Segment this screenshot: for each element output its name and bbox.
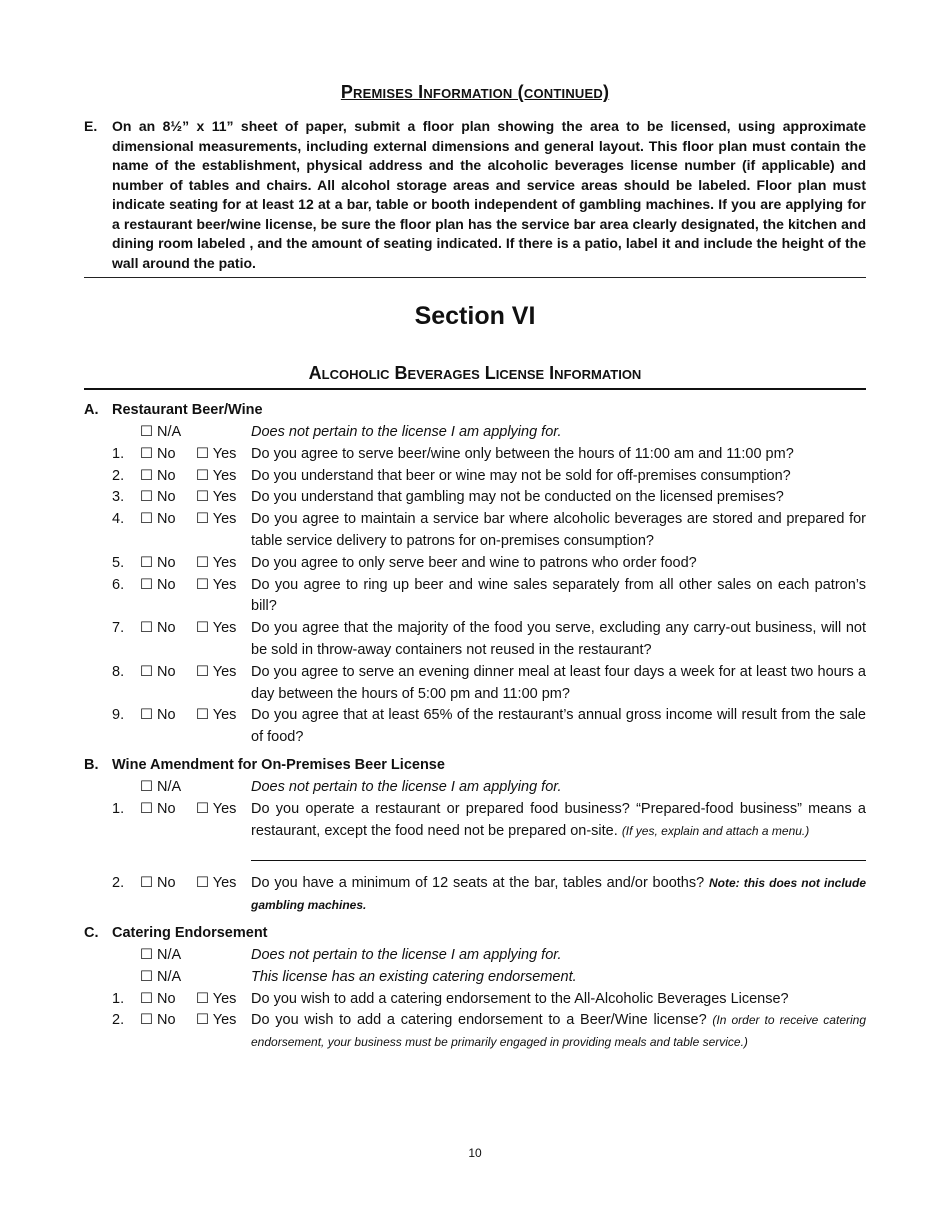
item-e-text: On an 8½” x 11” sheet of paper, submit a floor plan showing the area to be licensed, using approximate dimensional measurements, including external dimensions and general layout. This floor plan must contain the name of the establishment, physical address and the alcoholic beverages license number (if applicable) and number of tables and chairs. All alcohol storage areas and service areas should be labeled. Floor plan must indicate seating for at least 12 at a bar, table or booth independent of gambling machines. If you are applying for a restaurant beer/wine license, be sure the floor plan has the service bar area clearly designated, the kitchen and dining room labeled , and the amount of seating indicated. If there is a patio, label it and include the height of the wall around the patio. <box>112 118 866 271</box>
question-row <box>84 466 866 488</box>
question-text <box>251 873 866 917</box>
question-row <box>84 705 866 749</box>
question-text: Do you agree to serve an evening dinner meal at least four days a week for at least two hours a day between the hours of 5:00 pm and 11:00 pm? <box>251 663 866 702</box>
no-checkbox[interactable]: ☐ No <box>140 990 176 1007</box>
na-checkbox[interactable]: ☐ N/A <box>140 778 182 795</box>
question-text <box>251 799 866 843</box>
question-number: 6. <box>112 576 125 593</box>
no-checkbox[interactable]: ☐ No <box>140 511 176 528</box>
section-title: Section VI <box>414 302 536 330</box>
question-number: 5. <box>112 554 125 571</box>
question-row <box>84 618 866 662</box>
yes-checkbox[interactable]: ☐ Yes <box>196 1012 237 1029</box>
question-text: Do you agree to only serve beer and wine to patrons who order food? <box>251 554 697 571</box>
no-checkbox[interactable]: ☐ No <box>140 576 176 593</box>
explanation-line[interactable] <box>251 860 866 861</box>
no-checkbox[interactable]: ☐ No <box>140 489 176 506</box>
question-note: (In order to receive catering endorsement, your business must be primarily engaged in providing meals and table service.) <box>251 1013 866 1050</box>
na-text: This license has an existing catering endorsement. <box>251 968 577 985</box>
question-row <box>84 553 866 575</box>
na-text: Does not pertain to the license I am applying for. <box>251 778 562 795</box>
question-number: 1. <box>112 445 125 462</box>
yes-checkbox[interactable]: ☐ Yes <box>196 800 237 817</box>
section-divider <box>84 388 866 390</box>
question-row <box>84 662 866 706</box>
question-text: Do you agree that the majority of the food you serve, excluding any carry-out business, will not be sold in throw-away containers not reused in the restaurant? <box>251 620 866 658</box>
section-b-title: Wine Amendment for On-Premises Beer License <box>112 756 445 773</box>
item-e <box>84 117 866 273</box>
section-a-heading <box>84 400 866 422</box>
section-c-heading <box>84 923 866 945</box>
question-text: Do you understand that beer or wine may not be sold for off-premises consumption? <box>251 467 791 484</box>
question-number: 2. <box>112 467 125 484</box>
question-number: 2. <box>112 875 125 892</box>
yes-checkbox[interactable]: ☐ Yes <box>196 445 237 462</box>
section-a-label: A. <box>84 402 99 418</box>
question-text: Do you understand that gambling may not be conducted on the licensed premises? <box>251 489 784 506</box>
no-checkbox[interactable]: ☐ No <box>140 445 176 462</box>
question-text: Do you wish to add a catering endorsement to the All-Alcoholic Beverages License? <box>251 990 789 1007</box>
section-a-na-row <box>84 422 866 444</box>
no-checkbox[interactable]: ☐ No <box>140 620 176 637</box>
question-number: 3. <box>112 489 125 506</box>
yes-checkbox[interactable]: ☐ Yes <box>196 620 237 637</box>
question-number: 4. <box>112 511 125 528</box>
no-checkbox[interactable]: ☐ No <box>140 875 176 892</box>
question-number: 2. <box>112 1012 125 1029</box>
question-row <box>84 575 866 619</box>
section-a-title: Restaurant Beer/Wine <box>112 402 263 418</box>
section-c-label: C. <box>84 924 99 941</box>
yes-checkbox[interactable]: ☐ Yes <box>196 554 237 571</box>
na-checkbox[interactable]: ☐ N/A <box>140 424 182 440</box>
yes-checkbox[interactable]: ☐ Yes <box>196 990 237 1007</box>
question-note: Note: this does not include gambling machines. <box>251 876 866 913</box>
no-checkbox[interactable]: ☐ No <box>140 707 176 724</box>
yes-checkbox[interactable]: ☐ Yes <box>196 707 237 724</box>
question-row <box>84 989 866 1011</box>
yes-checkbox[interactable]: ☐ Yes <box>196 489 237 506</box>
section-subtitle: Alcoholic Beverages License Information <box>308 363 642 383</box>
no-checkbox[interactable]: ☐ No <box>140 554 176 571</box>
na-checkbox[interactable]: ☐ N/A <box>140 946 182 963</box>
section-b-na-row <box>84 777 866 799</box>
form-content <box>84 400 866 1054</box>
no-checkbox[interactable]: ☐ No <box>140 663 176 680</box>
section-b-label: B. <box>84 756 99 773</box>
page-number: 10 <box>468 1146 482 1160</box>
question-row <box>84 799 866 843</box>
na-checkbox[interactable]: ☐ N/A <box>140 968 182 985</box>
na-text: Does not pertain to the license I am applying for. <box>251 424 562 440</box>
no-checkbox[interactable]: ☐ No <box>140 467 176 484</box>
question-text: Do you agree that at least 65% of the restaurant’s annual gross income will result from the sale of food? <box>251 707 866 746</box>
no-checkbox[interactable]: ☐ No <box>140 1012 176 1029</box>
question-row <box>84 873 866 917</box>
question-number: 8. <box>112 663 125 680</box>
na-text: Does not pertain to the license I am applying for. <box>251 946 562 963</box>
item-e-label: E. <box>84 118 98 134</box>
question-number: 9. <box>112 707 125 724</box>
section-b-heading <box>84 755 866 777</box>
section-c-na-row <box>84 967 866 989</box>
yes-checkbox[interactable]: ☐ Yes <box>196 663 237 680</box>
question-number: 7. <box>112 620 125 637</box>
question-number: 1. <box>112 800 125 817</box>
question-text: Do you agree to serve beer/wine only between the hours of 11:00 am and 11:00 pm? <box>251 445 794 462</box>
question-row <box>84 509 866 553</box>
question-body: Do you have a minimum of 12 seats at the bar, tables and/or booths? <box>251 875 705 892</box>
yes-checkbox[interactable]: ☐ Yes <box>196 467 237 484</box>
question-row <box>84 487 866 509</box>
question-note: (If yes, explain and attach a menu.) <box>621 823 810 838</box>
question-body: Do you operate a restaurant or prepared food business? “Prepared-food business” means a restaurant, except the food need not be prepared on-site. <box>251 800 866 839</box>
question-text: Do you agree to maintain a service bar where alcoholic beverages are stored and prepared for table service delivery to patrons for on-premises consumption? <box>251 511 866 549</box>
yes-checkbox[interactable]: ☐ Yes <box>196 576 237 593</box>
premises-heading: Premises Information (continued) <box>340 82 610 102</box>
yes-checkbox[interactable]: ☐ Yes <box>196 511 237 528</box>
question-row <box>84 1010 866 1054</box>
divider <box>84 277 866 278</box>
section-c-na-row <box>84 945 866 967</box>
question-number: 1. <box>112 990 125 1007</box>
no-checkbox[interactable]: ☐ No <box>140 800 176 817</box>
question-text: Do you agree to ring up beer and wine sales separately from all other sales on each patron’s bill? <box>251 576 866 615</box>
section-c-title: Catering Endorsement <box>112 924 268 941</box>
question-text <box>251 1010 866 1054</box>
question-body: Do you wish to add a catering endorsement to a Beer/Wine license? <box>251 1012 707 1029</box>
yes-checkbox[interactable]: ☐ Yes <box>196 875 237 892</box>
question-row <box>84 444 866 466</box>
